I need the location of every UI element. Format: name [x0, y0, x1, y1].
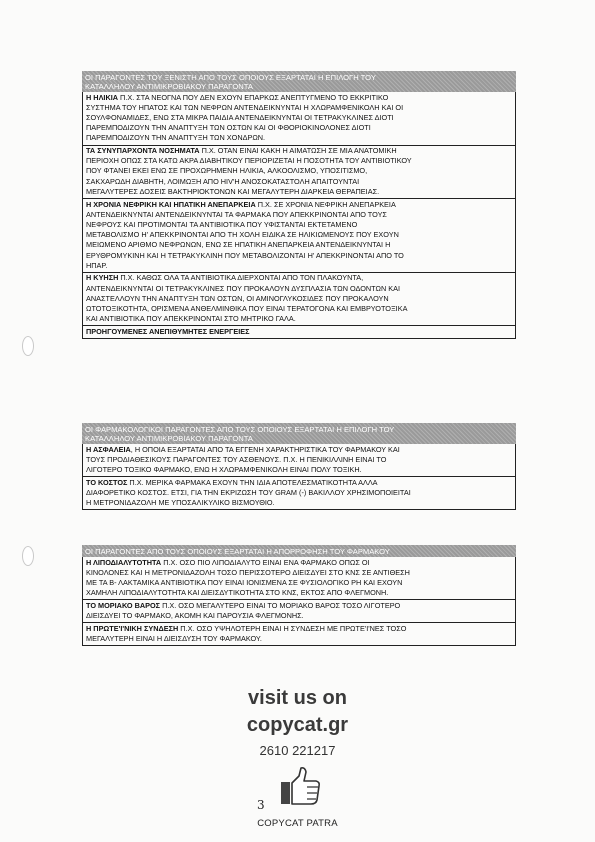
punch-hole	[22, 546, 34, 566]
row-text: ΜΕΓΑΛΥΤΕΡΗ ΕΙΝΑΙ Η ΔΙΕΙΣΔΥΣΗ ΤΟΥ ΦΑΡΜΑΚΟΥ.	[86, 633, 262, 643]
footer-brand: COPYCAT PATRA	[257, 818, 338, 829]
row-text: ΛΙΓΟΤΕΡΟ ΤΟΞΙΚΟ ΦΑΡΜΑΚΟ, ΕΝΩ Η ΧΛΩΡΑΜΦΕΝΙΚΟΛΗ ΕΙΝΑΙ ΠΟΛΥ ΤΟΞΙΚΗ.	[86, 464, 362, 474]
row-renal-hepatic	[83, 198, 515, 272]
section-title-line: ΟΙ ΠΑΡΑΓΟΝΤΕΣ ΑΠΟ ΤΟΥΣ ΟΠΟΙΟΥΣ ΕΞΑΡΤΑΤΑΙ Η ΑΠΟΡΡΟΦΗΣΗ ΤΟΥ ΦΑΡΜΑΚΟΥ	[85, 547, 390, 556]
section-title-line: ΚΑΤΑΛΛΗΛΟΥ ΑΝΤΙΜΙΚΡΟΒΙΑΚΟΥ ΠΑΡΑΓΟΝΤΑ	[85, 434, 253, 443]
row-term: ΠΡΟΗΓΟΥΜΕΝΕΣ ΑΝΕΠΙΘΥΜΗΤΕΣ ΕΝΕΡΓΕΙΕΣ	[86, 326, 250, 336]
section-table	[82, 557, 516, 646]
row-text: ΣΥΣΤΗΜΑ ΤΟΥ ΗΠΑΤΟΣ ΚΑΙ ΤΩΝ ΝΕΦΡΩΝ ΑΝΤΕΝΔΕΙΚΝΥΝΤΑΙ Η ΧΛΩΡΑΜΦΕΝΙΚΟΛΗ ΚΑΙ ΟΙ	[86, 102, 404, 112]
page-number: 3	[257, 798, 265, 812]
row-text: ΚΙΝΟΛΟΝΕΣ ΚΑΙ Η ΜΕΤΡΟΝΙΔΑΖΟΛΗ ΤΟΣΟ ΠΕΡΙΣΣΟΤΕΡΟ ΔΙΕΙΣΔΥΕΙ ΣΤΟ ΚΝΣ ΣΕ ΑΝΤΙΘΕΣΗ	[86, 567, 410, 577]
section-pharmacological-factors	[82, 423, 516, 510]
footer-visit: visit us on	[248, 687, 347, 709]
row-text: ΣΟΥΛΦΟΝΑΜΙΔΕΣ, ΕΝΩ ΣΤΑ ΜΙΚΡΑ ΠΑΙΔΙΑ ΑΝΤΕΝΔΕΙΚΝΥΝΤΑΙ ΟΙ ΤΕΤΡΑΚΥΚΛΙΝΕΣ ΔΙΟΤΙ	[86, 112, 394, 122]
row-comorbidities	[83, 145, 515, 199]
row-term: ΤΟ ΚΟΣΤΟΣ	[86, 477, 128, 487]
row-text: ΜΕΤΑΒΟΛΙΣΜΟ Η' ΑΠΕΚΚΡΙΝΟΝΤΑΙ ΑΠΟ ΤΗ ΧΟΛΗ ΕΙΔΙΚΑ ΣΕ ΗΛΙΚΙΩΜΕΝΟΥΣ ΠΟΥ ΕΧΟΥΝ	[86, 230, 399, 240]
section-host-factors	[82, 71, 516, 339]
row-cost	[83, 476, 515, 509]
row-text: ΝΕΦΡΟΥΣ ΚΑΙ ΠΡΟΤΙΜΟΝΤΑΙ ΤΑ ΑΝΤΙΒΙΟΤΙΚΑ ΠΟΥ ΥΦΙΣΤΑΝΤΑΙ ΕΚΤΕΤΑΜΕΝΟ	[86, 219, 358, 229]
row-term: ΤΟ ΜΟΡΙΑΚΟ ΒΑΡΟΣ	[86, 600, 161, 610]
row-text: Η ΜΕΤΡΟΝΙΔΑΖΟΛΗ ΜΕ ΥΠΟΣΑΛΙΚΥΛΙΚΟ ΒΙΣΜΟΥΘΙΟ.	[86, 498, 275, 508]
row-text: ΠΕΡΙΟΧΗ ΟΠΩΣ ΣΤΑ ΚΑΤΩ ΑΚΡΑ ΔΙΑΒΗΤΙΚΟΥ ΠΕΡΙΟΡΙΖΕΤΑΙ Η ΠΟΣΟΤΗΤΑ ΤΟΥ ΑΝΤΙΒΙΟΤΙΚΟΥ	[86, 156, 412, 166]
row-text: ΜΕΙΩΜΕΝΟ ΑΡΙΘΜΟ ΝΕΦΡΩΝΩΝ, ΕΝΩ ΣΕ ΗΠΑΤΙΚΗ ΑΝΕΠΑΡΚΕΙΑ ΑΝΤΕΝΔΕΙΚΝΥΝΤΑΙ Η	[86, 240, 391, 250]
row-text: Π.Χ. ΜΕΡΙΚΑ ΦΑΡΜΑΚΑ ΕΧΟΥΝ ΤΗΝ ΙΔΙΑ ΑΠΟΤΕΛΕΣΜΑΤΙΚΟΤΗΤΑ ΑΛΛΑ	[127, 477, 378, 487]
row-text: ΗΠΑΡ.	[86, 260, 108, 270]
row-text: Π.Χ. ΣΕ ΧΡΟΝΙΑ ΝΕΦΡΙΚΗ ΑΝΕΠΑΡΚΕΙΑ	[255, 199, 396, 209]
row-safety	[83, 444, 515, 476]
row-text: Π.Χ. ΟΣΟ ΥΨΗΛΟΤΕΡΗ ΕΙΝΑΙ Η ΣΥΝΔΕΣΗ ΜΕ ΠΡΩΤΕ'Ι'ΝΕΣ ΤΟΣΟ	[178, 623, 407, 633]
row-text: ΣΑΚΧΑΡΩΔΗ ΔΙΑΒΗΤΗ, ΛΟΙΜΩΞΗ ΑΠΟ HIV'Η ΑΝΟΣΟΚΑΤΑΣΤΟΛΗ ΑΠΑΙΤΟΥΝΤΑΙ	[86, 176, 360, 186]
section-title	[82, 71, 516, 92]
row-term: Η ΧΡΟΝΙΑ ΝΕΦΡΙΚΗ ΚΑΙ ΗΠΑΤΙΚΗ ΑΝΕΠΑΡΚΕΙΑ	[86, 199, 256, 209]
row-text: ΔΙΑΦΟΡΕΤΙΚΟ ΚΟΣΤΟΣ. ΕΤΣΙ, ΓΙΑ ΤΗΝ ΕΚΡΙΖΩΣΗ ΤΟΥ GRAM (-) ΒΑΚΙΛΛΟΥ ΧΡΗΣΙΜΟΠΟΙΕΙΤΑΙ	[86, 487, 411, 497]
section-title-line: ΟΙ ΠΑΡΑΓΟΝΤΕΣ ΤΟΥ ΞΕΝΙΣΤΗ ΑΠΟ ΤΟΥΣ ΟΠΟΙΟΥΣ ΕΞΑΡΤΑΤΑΙ Η ΕΠΙΛΟΓΗ ΤΟΥ	[85, 73, 376, 82]
row-text: , Η ΟΠΟΙΑ ΕΞΑΡΤΑΤΑΙ ΑΠΟ ΤΑ ΕΓΓΕΝΗ ΧΑΡΑΚΤΗΡΙΣΤΙΚΑ ΤΟΥ ΦΑΡΜΑΚΟΥ ΚΑΙ	[130, 444, 400, 454]
row-text: Π.Χ. ΟΣΟ ΠΙΟ ΛΙΠΟΔΙΑΛΥΤΟ ΕΙΝΑΙ ΕΝΑ ΦΑΡΜΑΚΟ ΟΠΩΣ ΟΙ	[161, 557, 370, 567]
row-text: ΩΤΟΤΟΞΙΚΟΤΗΤΑ, ΟΡΙΣΜΕΝΑ ΑΝΘΕΛΜΙΝΘΙΚΑ ΠΟΥ ΕΙΝΑΙ ΤΕΡΑΤΟΓΟΝΑ ΚΑΙ ΕΜΒΡΥΟΤΟΞΙΚΑ	[86, 304, 408, 314]
row-text: ΑΝΤΕΝΔΕΙΚΝΥΝΤΑΙ ΟΙ ΤΕΤΡΑΚΥΚΛΙΝΕΣ ΠΟΥ ΠΡΟΚΑΛΟΥΝ ΔΥΣΠΛΑΣΙΑ ΤΩΝ ΟΔΟΝΤΩΝ ΚΑΙ	[86, 283, 401, 293]
row-text: ΕΡΥΘΡΟΜΥΚΙΝΗ ΚΑΙ Η ΤΕΤΡΑΚΥΚΛΙΝΗ ΠΟΥ ΜΕΤΑΒΟΛΙΖΟΝΤΑΙ Η' ΑΠΕΚΚΡΙΝΟΝΤΑΙ ΑΠΟ ΤΟ	[86, 250, 404, 260]
row-text: ΑΝΑΣΤΕΛΛΟΥΝ ΤΗΝ ΑΝΑΠΤΥΞΗ ΤΩΝ ΟΣΤΩΝ, ΟΙ ΑΜΙΝΟΓΛΥΚΟΣΙΔΕΣ ΠΟΥ ΠΡΟΚΑΛΟΥΝ	[86, 293, 389, 303]
row-text: ΧΑΜΗΛΗ ΛΙΠΟΔΙΑΛΥΤΟΤΗΤΑ ΚΑΙ ΔΙΕΙΣΔΥΤΙΚΟΤΗΤΑ ΣΤΟ ΚΝΣ, ΕΚΤΟΣ ΑΠΟ ΦΛΕΓΜΟΝΗ.	[86, 588, 389, 598]
row-text: ΠΑΡΕΜΠΟΔΙΖΟΥΝ ΤΗΝ ΑΝΑΠΤΥΞΗ ΤΩΝ ΟΣΤΩΝ ΚΑΙ ΟΙ ΦΘΟΡΙΟΚΙΝΟΛΟΝΕΣ ΔΙΟΤΙ	[86, 123, 371, 133]
row-term: Η ΠΡΩΤΕ'Ι'ΝΙΚΗ ΣΥΝΔΕΣΗ	[86, 623, 179, 633]
row-text: Π.Χ. ΟΣΟ ΜΕΓΑΛΥΤΕΡΟ ΕΙΝΑΙ ΤΟ ΜΟΡΙΑΚΟ ΒΑΡΟΣ ΤΟΣΟ ΛΙΓΟΤΕΡΟ	[160, 600, 401, 610]
row-text: Π.Χ. ΣΤΑ ΝΕΟΓΝΑ ΠΟΥ ΔΕΝ ΕΧΟΥΝ ΕΠΑΡΚΩΣ ΑΝΕΠΤΥΓΜΕΝΟ ΤΟ ΕΚΚΡΙΤΙΚΟ	[118, 92, 389, 102]
row-text: ΜΕΓΑΛΥΤΕΡΕΣ ΔΟΣΕΙΣ ΒΑΚΤΗΡΙΟΚΤΟΝΩΝ ΚΑΙ ΜΕΓΑΛΥΤΕΡΗ ΔΙΑΡΚΕΙΑ ΘΕΡΑΠΕΙΑΣ.	[86, 186, 380, 196]
section-title	[82, 545, 516, 557]
row-pregnancy	[83, 272, 515, 326]
row-text: ΠΟΥ ΦΤΑΝΕΙ ΕΚΕΙ ΕΝΩ ΣΕ ΠΡΟΧΩΡΗΜΕΝΗ ΗΛΙΚΙΑ, ΑΛΚΟΟΛΙΣΜΟ, ΥΠΟΣΙΤΙΣΜΟ,	[86, 166, 368, 176]
punch-hole	[22, 336, 34, 356]
row-text: ΔΙΕΙΣΔΥΕΙ ΤΟ ΦΑΡΜΑΚΟ, ΑΚΟΜΗ ΚΑΙ ΠΑΡΟΥΣΙΑ ΦΛΕΓΜΟΝΗΣ.	[86, 611, 304, 621]
section-table	[82, 444, 516, 510]
row-term: ΤΑ ΣΥΝΥΠΑΡΧΟΝΤΑ ΝΟΣΗΜΑΤΑ	[86, 146, 200, 156]
section-absorption-factors	[82, 545, 516, 646]
row-text: Π.Χ. ΚΑΘΩΣ ΟΛΑ ΤΑ ΑΝΤΙΒΙΟΤΙΚΑ ΔΙΕΡΧΟΝΤΑΙ ΑΠΟ ΤΟΝ ΠΛΑΚΟΥΝΤΑ,	[118, 273, 364, 283]
thumbs-up-icon	[279, 766, 321, 806]
row-text: ΤΟΥΣ ΠΡΟΔΙΑΘΕΣΙΚΟΥΣ ΠΑΡΑΓΟΝΤΕΣ ΤΟΥ ΑΣΘΕΝΟΥΣ. Π.Χ. Η ΠΕΝΙΚΙΛΛΙΝΗ ΕΙΝΑΙ ΤΟ	[86, 454, 387, 464]
row-text: ΚΑΙ ΑΝΤΙΒΙΟΤΙΚΑ ΠΟΥ ΑΠΕΚΚΡΙΝΟΝΤΑΙ ΣΤΟ ΜΗΤΡΙΚΟ ΓΑΛΑ.	[86, 314, 296, 324]
section-table	[82, 92, 516, 339]
section-title-line: ΟΙ ΦΑΡΜΑΚΟΛΟΓΙΚΟΙ ΠΑΡΑΓΟΝΤΕΣ ΑΠΟ ΤΟΥΣ ΟΠΟΙΟΥΣ ΕΞΑΡΤΑΤΑΙ Η ΕΠΙΛΟΓΗ ΤΟΥ	[85, 425, 395, 434]
footer-phone: 2610 221217	[259, 743, 336, 758]
row-age	[83, 92, 515, 145]
row-term: Η ΑΣΦΑΛΕΙΑ	[86, 444, 131, 454]
row-term: Η ΛΙΠΟΔΙΑΛΥΤΟΤΗΤΑ	[86, 557, 162, 567]
row-text: ΜΕ ΤΑ Β- ΛΑΚΤΑΜΙΚΑ ΑΝΤΙΒΙΟΤΙΚΑ ΠΟΥ ΕΙΝΑΙ ΙΟΝΙΣΜΕΝΑ ΣΕ ΦΥΣΙΟΛΟΓΙΚΟ ΡΗ ΚΑΙ ΕΧΟΥΝ	[86, 577, 403, 587]
row-text: ΠΑΡΕΜΠΟΔΙΖΟΥΝ ΤΗΝ ΑΝΑΠΤΥΞΗ ΤΩΝ ΧΟΝΔΡΩΝ.	[86, 133, 266, 143]
row-text: ΑΝΤΕΝΔΕΙΚΝΥΝΤΑΙ ΑΝΤΕΝΔΕΙΚΝΥΝΤΑΙ ΤΑ ΦΑΡΜΑΚΑ ΠΟΥ ΑΠΕΚΚΡΙΝΟΝΤΑΙ ΑΠΟ ΤΟΥΣ	[86, 209, 387, 219]
row-molecular-weight	[83, 599, 515, 622]
row-adverse-reactions	[83, 325, 515, 338]
row-term: Η ΗΛΙΚΙΑ	[86, 92, 119, 102]
row-protein-binding	[83, 622, 515, 645]
row-lipid-solubility	[83, 557, 515, 599]
row-text: Π.Χ. ΟΤΑΝ ΕΙΝΑΙ ΚΑΚΗ Η ΑΙΜΑΤΩΣΗ ΣΕ ΜΙΑ ΑΝΑΤΟΜΙΚΗ	[199, 146, 397, 156]
row-term: Η ΚΥΗΣΗ	[86, 273, 119, 283]
section-title	[82, 423, 516, 444]
footer-website: copycat.gr	[246, 714, 349, 736]
section-title-line: ΚΑΤΑΛΛΗΛΟΥ ΑΝΤΙΜΙΚΡΟΒΙΑΚΟΥ ΠΑΡΑΓΟΝΤΑ	[85, 82, 253, 91]
